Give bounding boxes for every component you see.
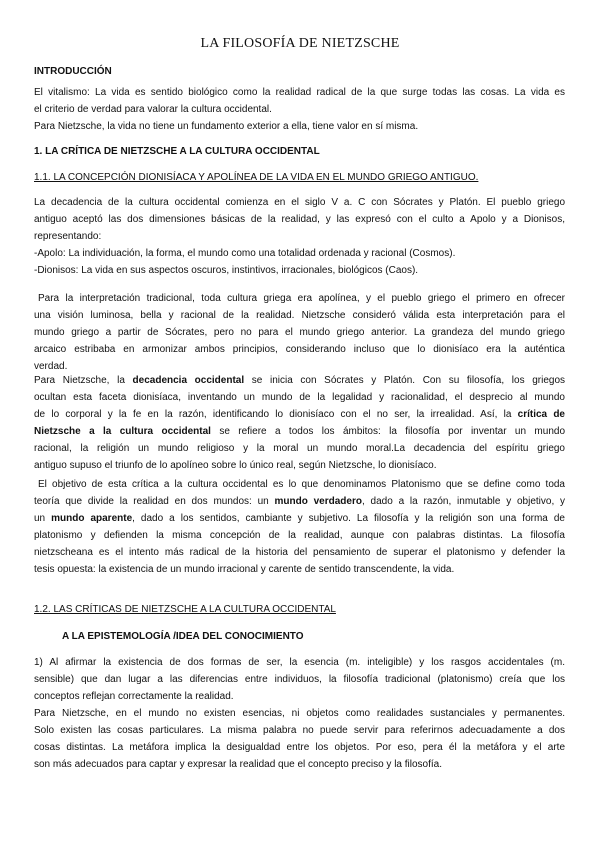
text-line: Para la interpretación tradicional, toda cultura griega era apolínea, y el pueblo griego el primero en ofrecer [38,293,565,304]
intro-line: el criterio de verdad para valorar la cultura occidental. [34,104,272,115]
text-line: verdad. [34,361,68,372]
text-line: El objetivo de esta crítica a la cultura occidental es lo que denominamos Platonismo que se define como toda [38,479,565,490]
text-line: sensible) que dan lugar a las diferencias entre individuos, la filosofía tradicional (platonismo) creía que los [34,674,565,685]
document-title: LA FILOSOFÍA DE NIETZSCHE [200,36,400,51]
text-line [34,406,565,423]
text-line [34,510,565,527]
text-line: nietzscheana es el intento más radical de la historia del pensamiento de superar el platonismo y defender la [34,547,565,558]
text-line: 1) Al afirmar la existencia de dos formas de ser, la esencia (m. inteligible) y los rasgos accidentales (m. [34,657,565,668]
s1-paragraph-4 [34,476,565,578]
text-line: conceptos reflejan correctamente la realidad. [34,691,234,702]
text-line: platonismo y defienden la misma concepción de la realidad, aunque con palabras distintas. La filosofía [34,530,565,541]
text-line: La decadencia de la cultura occidental comienza en el siglo V a. C con Sócrates y Platón. El pueblo griego [34,197,565,208]
text-fragment: , dado a los sentidos, cambiante y subjetivo. La filosofía y la religión son una forma de [132,513,565,524]
text-line: representando: [34,231,102,242]
text-line: mundo griego a partir de Sócrates, pero no para el mundo griego anterior. La grandeza del mundo griego [34,327,565,338]
s1-paragraph-1 [34,194,565,279]
s12-paragraph-1 [34,654,565,705]
s1-paragraph-3 [34,372,565,474]
text-line: son más adecuados para captar y expresar la realidad que el concepto preciso y la filosofía. [34,759,443,770]
bold-term-decadencia: decadencia occidental [132,375,245,386]
intro-heading: INTRODUCCIÓN [34,66,112,77]
text-line [34,372,565,389]
text-line: cosas distintas. La metáfora implica la desigualdad entre los objetos. Por eso, pera él la metáfora y el arte [34,742,565,753]
text-line: racional, la religión un mundo religioso y la moral un mundo moral.La decadencia del espíritu griego [34,443,565,454]
text-line [34,493,565,510]
text-fragment: se inicia con Sócrates y Platón. Con su filosofía, los griegos [251,375,566,386]
bold-term-mundo-verdadero: mundo verdadero [274,496,362,507]
intro-paragraph [34,84,565,135]
intro-line: El vitalismo: La vida es sentido biológico como la realidad radical de la que surge todas las cosas. La vida es [34,87,565,98]
text-fragment: un [34,513,46,524]
dionisos-line: -Dionisos: La vida en sus aspectos oscuros, instintivos, irracionales, biológicos (Caos). [34,265,419,276]
text-fragment: Para Nietzsche, la [34,375,125,386]
text-line: antiguo aceptó las dos dimensiones básicas de la realidad, y las expresó con el culto a Apolo y a Dionisos, [34,214,565,225]
bold-term-nietzsche-cultura: Nietzsche a la cultura occidental [34,426,211,437]
text-line: ocultan esta faceta dionisíaca, inventando un mundo de la legalidad y racionalidad, el desprecio al mundo [34,392,565,403]
section-1-2-subheading: 1.2. LAS CRÍTICAS DE NIETZSCHE A LA CULTURA OCCIDENTAL [34,604,336,615]
intro-line: Para Nietzsche, la vida no tiene un fundamento exterior a ella, tiene valor en sí misma. [34,121,419,132]
text-fragment: , dado a la razón, inmutable y objetivo, y [361,496,565,507]
apolo-line: -Apolo: La individuación, la forma, el mundo como una totalidad ordenada y racional (Cosmos). [34,248,456,259]
text-line: tesis opuesta: la existencia de un mundo irracional y carente de sentido transcendente, la vida. [34,564,455,575]
text-line [34,423,565,440]
section-1-heading: 1. LA CRÍTICA DE NIETZSCHE A LA CULTURA OCCIDENTAL [34,146,320,157]
text-line: Solo existen las cosas particulares. La misma palabra no puede servir para referirnos adecuadamente a dos [34,725,565,736]
text-fragment: teoría que divide la realidad en dos mundos: un [34,496,269,507]
bold-term-mundo-aparente: mundo aparente [51,513,133,524]
text-fragment: de lo corporal y la fe en la razón, identificando lo dionisíaco con el no ser, la irrealidad. Así, la [34,409,512,420]
bold-term-critica: crítica de [517,409,565,420]
text-fragment: se refiere a todos los ámbitos: la filosofía por inventar un mundo [219,426,566,437]
text-line: una visión luminosa, bella y racional de la realidad. Nietzsche consideró válida esta interpretación para el [34,310,565,321]
s1-paragraph-2 [34,290,565,375]
text-line: arcaico estribaba en armonizar ambos principios, considerando incluso que lo dionisíaco era la auténtica [34,344,565,355]
text-line: antiguo supuso el triunfo de lo apolíneo sobre lo único real, según Nietzsche, lo dionisíaco. [34,460,437,471]
s12-paragraph-2 [34,705,565,773]
section-a-heading: A LA EPISTEMOLOGÍA /IDEA DEL CONOCIMIENTO [62,631,304,642]
section-1-1-subheading: 1.1. LA CONCEPCIÓN DIONISÍACA Y APOLÍNEA DE LA VIDA EN EL MUNDO GRIEGO ANTIGUO. [34,172,479,183]
text-line: Para Nietzsche, en el mundo no existen esencias, ni objetos como realidades sustanciales y permanentes. [34,708,565,719]
